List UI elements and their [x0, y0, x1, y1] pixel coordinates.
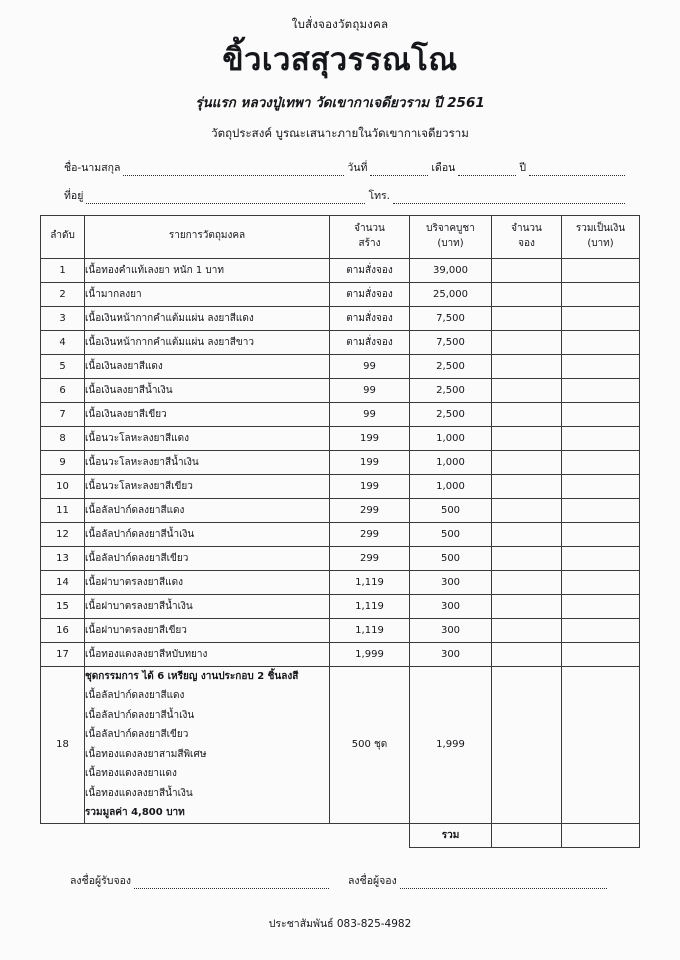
cell-item: เนื้อเงินหน้ากากคำแต้มแผ่น ลงยาสีขาว — [85, 330, 330, 354]
cell-qty[interactable] — [492, 642, 562, 666]
cell-donate: 300 — [410, 570, 492, 594]
cell-donate: 2,500 — [410, 378, 492, 402]
cell-item: เนื้ามากลงยา — [85, 282, 330, 306]
name-label: ชื่อ-นามสกุล — [64, 161, 121, 174]
cell-no: 15 — [41, 594, 85, 618]
summary-qty[interactable] — [492, 823, 562, 847]
cell-qty[interactable] — [492, 402, 562, 426]
cell-donate: 1,000 — [410, 474, 492, 498]
cell-qty[interactable] — [492, 330, 562, 354]
name-input[interactable] — [123, 165, 344, 176]
cell-item: เนื้อทองคำแท้เลงยา หนัก 1 บาท — [85, 258, 330, 282]
cell-qty[interactable] — [492, 450, 562, 474]
cell-no: 7 — [41, 402, 85, 426]
cell-made: 199 — [330, 450, 410, 474]
cell-qty[interactable] — [492, 570, 562, 594]
cell-donate: 1,000 — [410, 426, 492, 450]
set-line: เนื้อทองแดงลงยาสามสีพิเศษ — [85, 748, 207, 760]
cell-donate: 1,999 — [410, 666, 492, 823]
cell-total[interactable] — [562, 522, 640, 546]
cell-made: 99 — [330, 354, 410, 378]
table-row — [41, 474, 640, 498]
table-summary-row — [41, 823, 640, 847]
cell-no: 8 — [41, 426, 85, 450]
cell-item: เนื้อฝาบาตรลงยาสีน้ำเงิน — [85, 594, 330, 618]
cell-donate: 2,500 — [410, 402, 492, 426]
header-donate-line1: บริจาคบูชา — [426, 223, 475, 235]
cell-no: 4 — [41, 330, 85, 354]
cell-donate: 300 — [410, 594, 492, 618]
cell-qty[interactable] — [492, 378, 562, 402]
cell-total[interactable] — [562, 666, 640, 823]
cell-donate: 500 — [410, 546, 492, 570]
cell-total[interactable] — [562, 258, 640, 282]
address-input[interactable] — [86, 193, 365, 204]
address-label: ที่อยู่ — [64, 189, 84, 202]
date-label: วันที่ — [347, 161, 368, 174]
cell-made: 99 — [330, 378, 410, 402]
set-title: ชุดกรรมการ ได้ 6 เหรียญ งานประกอบ 2 ชิ้นลงสี — [85, 670, 299, 682]
summary-total[interactable] — [562, 823, 640, 847]
set-line: เนื้อทองแดงลงยาแดง — [85, 768, 177, 780]
cell-item: เนื้อเงินลงยาสีแดง — [85, 354, 330, 378]
signature-row — [40, 872, 640, 889]
cell-donate: 1,000 — [410, 450, 492, 474]
header-total-line2: (บาท) — [587, 237, 614, 249]
summary-spacer-no — [41, 823, 85, 847]
cell-no: 18 — [41, 666, 85, 823]
cell-no: 16 — [41, 618, 85, 642]
cell-qty[interactable] — [492, 426, 562, 450]
cell-made: 199 — [330, 474, 410, 498]
cell-qty[interactable] — [492, 354, 562, 378]
cell-no: 10 — [41, 474, 85, 498]
cell-qty[interactable] — [492, 306, 562, 330]
cell-item-set — [85, 666, 330, 823]
table-row — [41, 498, 640, 522]
cell-total[interactable] — [562, 378, 640, 402]
cell-made: ตามสั่งจอง — [330, 282, 410, 306]
cell-item: เนื้อนวะโลหะลงยาสีแดง — [85, 426, 330, 450]
cell-no: 5 — [41, 354, 85, 378]
cell-qty[interactable] — [492, 618, 562, 642]
receiver-signature-label: ลงชื่อผู้รับจอง — [70, 874, 132, 887]
cell-item: เนื้อนวะโลหะลงยาสีเขียว — [85, 474, 330, 498]
header-item: รายการวัตถุมงคล — [85, 215, 330, 258]
set-line: เนื้อทองแดงลงยาสีน้ำเงิน — [85, 787, 193, 799]
cell-total[interactable] — [562, 354, 640, 378]
cell-total[interactable] — [562, 474, 640, 498]
month-input[interactable] — [458, 165, 516, 176]
cell-qty[interactable] — [492, 594, 562, 618]
header-made-line1: จำนวน — [354, 223, 385, 235]
cell-no: 11 — [41, 498, 85, 522]
cell-item: เนื้อลัลปาก์ดลงยาสีเขียว — [85, 546, 330, 570]
cell-item: เนื้อลัลปาก์ดลงยาสีแดง — [85, 498, 330, 522]
cell-no: 3 — [41, 306, 85, 330]
cell-made: ตามสั่งจอง — [330, 258, 410, 282]
set-line: เนื้อลัลปาก์ดลงยาสีเขียว — [85, 729, 189, 741]
summary-spacer-item — [85, 823, 330, 847]
cell-total[interactable] — [562, 594, 640, 618]
table-row — [41, 642, 640, 666]
cell-qty[interactable] — [492, 474, 562, 498]
cell-made: 299 — [330, 498, 410, 522]
cell-no: 17 — [41, 642, 85, 666]
table-row — [41, 594, 640, 618]
cell-item: เนื้อเงินลงยาสีเขียว — [85, 402, 330, 426]
cell-made: 1,999 — [330, 642, 410, 666]
cell-qty[interactable] — [492, 522, 562, 546]
summary-label: รวม — [410, 823, 492, 847]
cell-made: 500 ชุด — [330, 666, 410, 823]
header-qty-line1: จำนวน — [511, 223, 542, 235]
booker-signature-input[interactable] — [400, 878, 607, 889]
page-title: ขิ้วเวสสุวรรณโณ — [222, 42, 458, 78]
order-table — [40, 215, 640, 848]
cell-donate: 500 — [410, 522, 492, 546]
cell-total[interactable] — [562, 450, 640, 474]
table-row — [41, 402, 640, 426]
document-subtitle: รุ่นแรก หลวงปู่เทพา วัดเขากาเจดียวราม ปี 2561 — [195, 94, 485, 111]
cell-item: เนื้อฝาบาตรลงยาสีเขียว — [85, 618, 330, 642]
cell-total[interactable] — [562, 330, 640, 354]
cell-no: 2 — [41, 282, 85, 306]
cell-no: 13 — [41, 546, 85, 570]
cell-total[interactable] — [562, 426, 640, 450]
cell-made: ตามสั่งจอง — [330, 330, 410, 354]
cell-donate: 39,000 — [410, 258, 492, 282]
cell-donate: 300 — [410, 618, 492, 642]
year-input[interactable] — [529, 165, 625, 176]
cell-total[interactable] — [562, 546, 640, 570]
set-line: เนื้อลัลปาก์ดลงยาสีแดง — [85, 690, 185, 702]
cell-item: เนื้อเงินหน้ากากคำแต้มแผ่น ลงยาสีแดง — [85, 306, 330, 330]
contact-footer: ประชาสัมพันธ์ 083-825-4982 — [268, 917, 412, 930]
table-row-set — [41, 666, 640, 823]
document-purpose: วัตถุประสงค์ บูรณะเสนาะภายในวัดเขากาเจดียวราม — [211, 125, 469, 140]
cell-made: 299 — [330, 522, 410, 546]
cell-made: 99 — [330, 402, 410, 426]
cell-total[interactable] — [562, 282, 640, 306]
cell-item: เนื้อเงินลงยาสีน้ำเงิน — [85, 378, 330, 402]
cell-total[interactable] — [562, 306, 640, 330]
cell-qty[interactable] — [492, 498, 562, 522]
booker-signature — [348, 872, 610, 889]
booker-signature-label: ลงชื่อผู้จอง — [348, 874, 397, 887]
cell-donate: 25,000 — [410, 282, 492, 306]
cell-made: 1,119 — [330, 570, 410, 594]
table-row — [41, 378, 640, 402]
table-row — [41, 426, 640, 450]
header-donate-line2: (บาท) — [437, 237, 464, 249]
cell-no: 12 — [41, 522, 85, 546]
receiver-signature — [70, 872, 332, 889]
receiver-signature-input[interactable] — [134, 878, 329, 889]
cell-total[interactable] — [562, 498, 640, 522]
cell-made: 199 — [330, 426, 410, 450]
cell-qty[interactable] — [492, 666, 562, 823]
table-row — [41, 570, 640, 594]
cell-qty[interactable] — [492, 282, 562, 306]
table-row — [41, 306, 640, 330]
year-label: ปี — [519, 161, 526, 174]
header-made-line2: สร้าง — [358, 237, 381, 249]
table-body — [41, 258, 640, 847]
cell-no: 1 — [41, 258, 85, 282]
month-label: เดือน — [431, 161, 456, 174]
cell-item: เนื้อทองแดงลงยาสีหบับทยาง — [85, 642, 330, 666]
cell-made: 1,119 — [330, 618, 410, 642]
table-header-row — [41, 215, 640, 258]
set-line: เนื้อลัลปาก์ดลงยาสีน้ำเงิน — [85, 709, 195, 721]
header-total — [562, 215, 640, 258]
cell-donate: 7,500 — [410, 330, 492, 354]
customer-fields — [40, 159, 640, 204]
table-row — [41, 282, 640, 306]
name-date-row — [64, 159, 628, 176]
cell-total[interactable] — [562, 570, 640, 594]
date-input[interactable] — [370, 165, 428, 176]
cell-donate: 300 — [410, 642, 492, 666]
phone-input[interactable] — [393, 193, 625, 204]
table-row — [41, 354, 640, 378]
document-kicker: ใบสั่งจองวัตถุมงคล — [291, 17, 389, 31]
header-no: ลำดับ — [41, 215, 85, 258]
header-made — [330, 215, 410, 258]
header-qty-line2: จอง — [518, 237, 535, 249]
cell-made: 299 — [330, 546, 410, 570]
cell-item: เนื้อลัลปาก์ดลงยาสีน้ำเงิน — [85, 522, 330, 546]
table-row — [41, 546, 640, 570]
cell-qty[interactable] — [492, 546, 562, 570]
table-row — [41, 618, 640, 642]
cell-item: เนื้อนวะโลหะลงยาสีน้ำเงิน — [85, 450, 330, 474]
cell-total[interactable] — [562, 618, 640, 642]
cell-made: ตามสั่งจอง — [330, 306, 410, 330]
summary-spacer-made — [330, 823, 410, 847]
header-donate — [410, 215, 492, 258]
cell-donate: 7,500 — [410, 306, 492, 330]
cell-qty[interactable] — [492, 258, 562, 282]
cell-donate: 2,500 — [410, 354, 492, 378]
cell-no: 9 — [41, 450, 85, 474]
cell-total[interactable] — [562, 402, 640, 426]
header-total-line1: รวมเป็นเงิน — [575, 223, 626, 235]
cell-total[interactable] — [562, 642, 640, 666]
table-row — [41, 522, 640, 546]
phone-label: โทร. — [368, 189, 390, 202]
table-row — [41, 330, 640, 354]
cell-item: เนื้อฝาบาตรลงยาสีแดง — [85, 570, 330, 594]
table-row — [41, 450, 640, 474]
table-row — [41, 258, 640, 282]
address-phone-row — [64, 187, 628, 204]
set-footer: รวมมูลค่า 4,800 บาท — [85, 807, 185, 819]
cell-donate: 500 — [410, 498, 492, 522]
cell-no: 6 — [41, 378, 85, 402]
cell-made: 1,119 — [330, 594, 410, 618]
cell-no: 14 — [41, 570, 85, 594]
header-qty — [492, 215, 562, 258]
